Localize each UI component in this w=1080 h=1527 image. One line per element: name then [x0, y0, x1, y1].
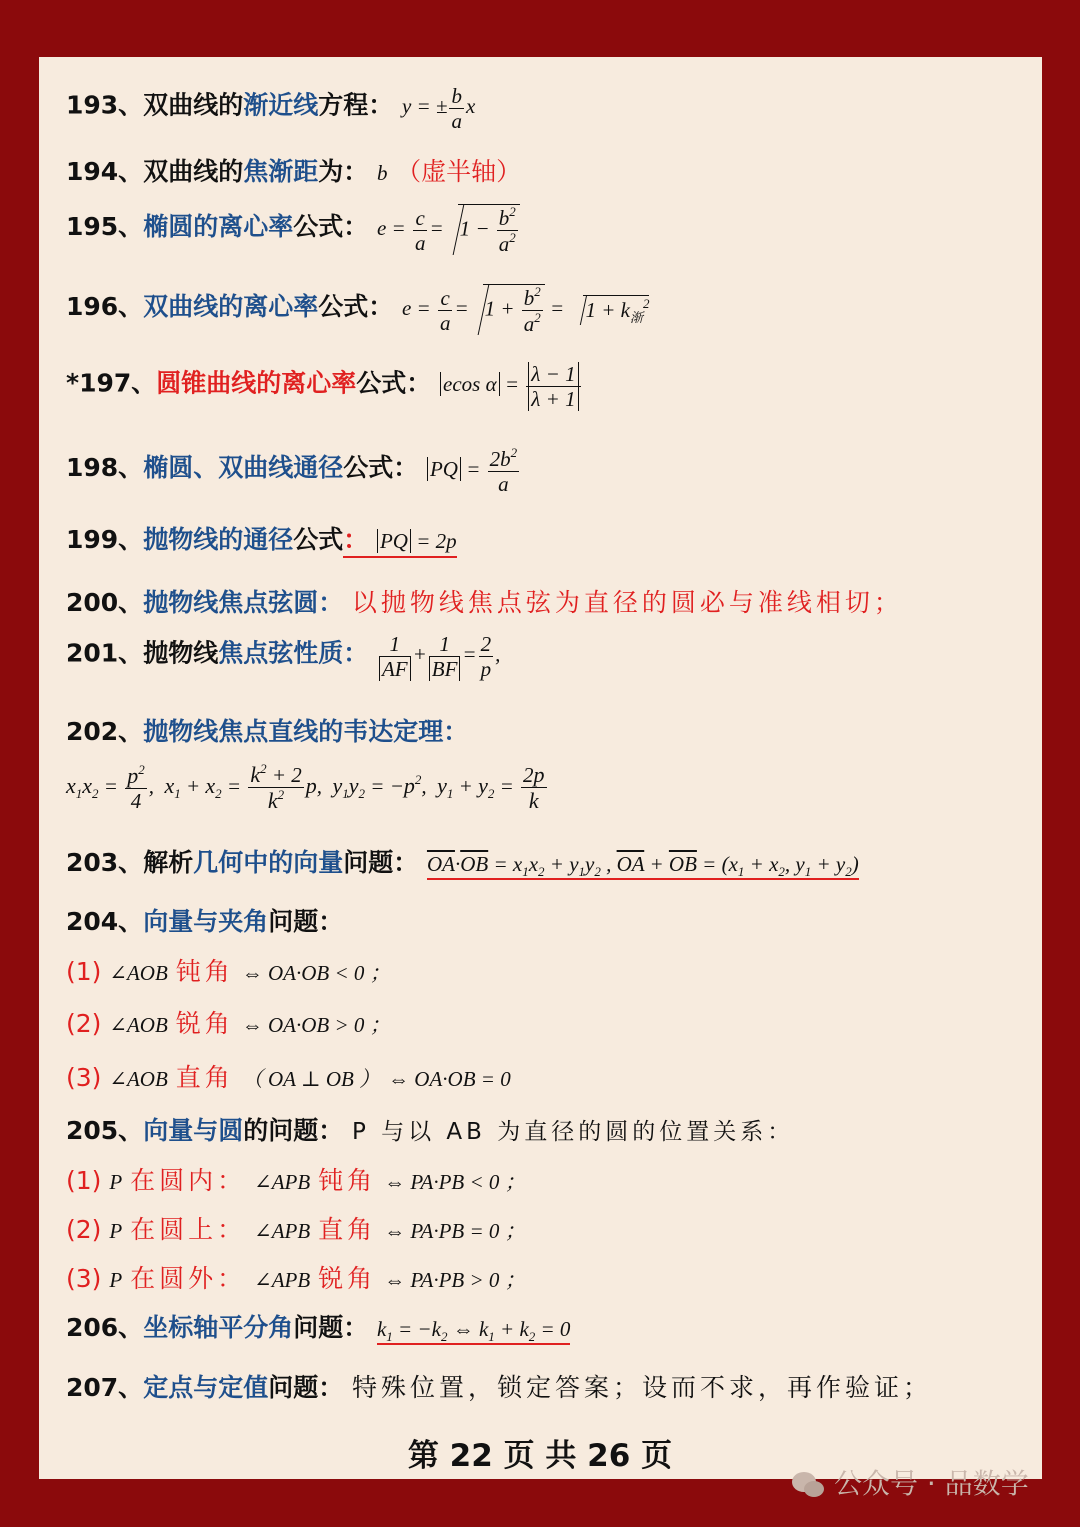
item-202: 202、抛物线焦点直线的韦达定理： [66, 717, 469, 746]
item-199: 199、抛物线的通径公式： PQ = 2p [66, 520, 457, 556]
formula: $\overline{OA}\cdot\overline{OB} = x_1x_2 + y_1y_2$ , $\overline{OA} + \overline{OB} = (x_1 + x_2$, $y_1 + y_2$) [426, 852, 859, 879]
item-195: 195、椭圆的离心率公式： e = $\frac{c}{a}$ = 1 − $\frac{b^2}{a^2}$ [66, 204, 520, 256]
item-204: 204、向量与夹角问题： [66, 907, 344, 936]
item-204-case-3: (3) ∠AOB 直角 （ OA ⊥ OB ） ⇔ OA·OB = 0 [66, 1063, 511, 1092]
formula: $\frac{1}{AF}$ + $\frac{1}{BF}$ = $\frac{2}{p}$ , [377, 642, 500, 666]
formula: y = ± $\frac{b}{a}$ x [401, 84, 476, 134]
formula: e = $\frac{c}{a}$ = 1 − $\frac{b^2}{a^2}$ [377, 216, 520, 240]
item-207: 207、定点与定值问题： 特殊位置，锁定答案；设而不求，再作验证； [66, 1373, 932, 1402]
item-198: 198、椭圆、双曲线通径公式： PQ = $\frac{2b^2}{a}$ [66, 446, 521, 496]
page-footer: 第 22 页 共 26 页 [407, 1438, 673, 1474]
item-201: 201、抛物线焦点弦性质： $\frac{1}{AF}$ + $\frac{1}{BF}$ = $\frac{2}{p}$ , [66, 632, 501, 682]
formula: PQ = $\frac{2b^2}{a}$ [427, 457, 521, 481]
formula: b [376, 161, 388, 185]
item-200: 200、抛物线焦点弦圆： 以抛物线焦点弦为直径的圆必与准线相切； [66, 588, 903, 617]
formula: PQ = 2p [377, 529, 457, 553]
item-204-case-1: (1) ∠AOB 钝角 ⇔ OA·OB < 0 ； [66, 957, 391, 986]
formula: e = $\frac{c}{a}$ = 1 + $\frac{b^2}{a^2}$ = $1 + k_渐^2$ [401, 284, 650, 337]
item-205-case-2: (2) P 在圆上： ∠APB 直角 ⇔ PA·PB = 0 ； [66, 1215, 526, 1244]
formula: $k_1 = -k_2$ ⇔ $k_1 + k_2 = 0$ [376, 1317, 571, 1344]
formula: ecos α = $\frac{\lambda - 1}{\lambda + 1}$ [440, 372, 583, 396]
item-205: 205、向量与圆的问题： P 与以 AB 为直径的圆的位置关系： [66, 1116, 795, 1145]
wechat-icon [790, 1470, 826, 1500]
item-204-case-2: (2) ∠AOB 锐角 ⇔ OA·OB > 0 ； [66, 1009, 391, 1038]
item-206: 206、坐标轴平分角问题： $k_1 = -k_2$ ⇔ $k_1 + k_2 = 0$ [66, 1313, 571, 1344]
item-203: 203、解析几何中的向量问题： $\overline{OA}\cdot\overline{OB} = x_1x_2 + y_1y_2$ , $\overline{OA} + \overline{OB} = (x_1 + x_2$, $y_1 + y_2$) [66, 848, 859, 879]
item-205-case-1: (1) P 在圆内： ∠APB 钝角 ⇔ PA·PB < 0 ； [66, 1166, 526, 1195]
watermark: 公众号 · 品数学 [790, 1462, 1029, 1502]
item-197: *197、圆锥曲线的离心率公式： ecos α = $\frac{\lambda - 1}{\lambda + 1}$ [66, 362, 583, 411]
item-194: 194、双曲线的焦渐距为： b （虚半轴） [66, 157, 522, 186]
item-number: 193、 [66, 90, 144, 120]
item-205-case-3: (3) P 在圆外： ∠APB 锐角 ⇔ PA·PB > 0 ； [66, 1264, 526, 1293]
item-193: 193、双曲线的渐近线方程： y = ± $\frac{b}{a}$ x [66, 84, 476, 134]
item-196: 196、双曲线的离心率公式： e = $\frac{c}{a}$ = 1 + $\frac{b^2}{a^2}$ = $1 + k_渐^2$ [66, 284, 650, 337]
vieta-formulas: $x_1x_2$ = $\frac{p^2}{4}$ , $x_1 + x_2$ = $\frac{k^2 + 2}{k^2}$ p, $y_1y_2 = -p^2$, $y_1 + y_2$ = $\frac{2p}{k}$ [66, 761, 545, 814]
